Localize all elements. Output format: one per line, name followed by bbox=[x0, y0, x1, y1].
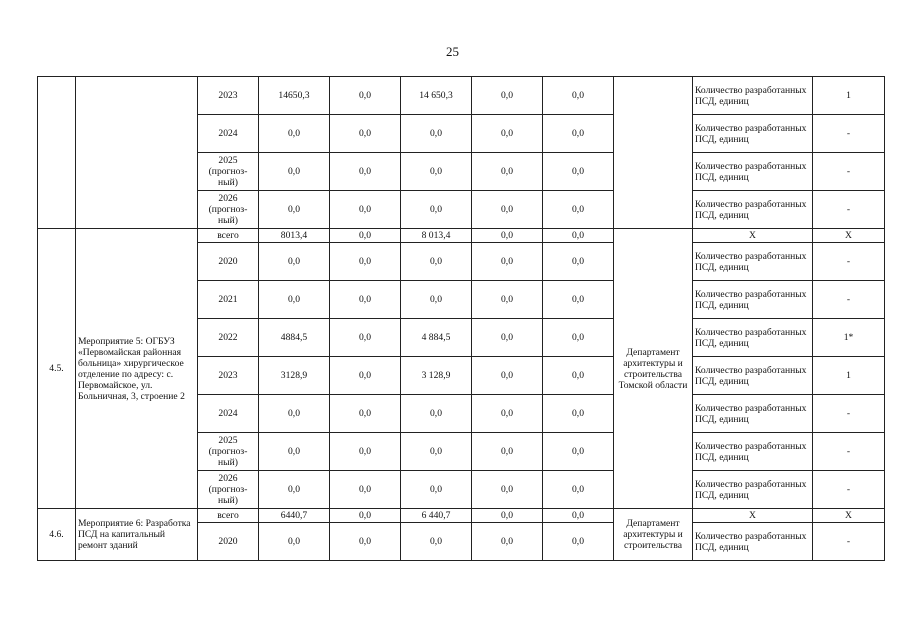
value-cell: - bbox=[813, 433, 885, 471]
indicator-cell: Х bbox=[693, 509, 813, 523]
local-cell: 0,0 bbox=[472, 523, 543, 561]
local-cell: 0,0 bbox=[472, 357, 543, 395]
federal-cell: 0,0 bbox=[330, 153, 401, 191]
year-cell: 2024 bbox=[198, 115, 259, 153]
activity-number: 4.6. bbox=[38, 509, 76, 561]
local-cell: 0,0 bbox=[472, 229, 543, 243]
federal-cell: 0,0 bbox=[330, 191, 401, 229]
federal-cell: 0,0 bbox=[330, 243, 401, 281]
federal-cell: 0,0 bbox=[330, 509, 401, 523]
regional-cell: 4 884,5 bbox=[401, 319, 472, 357]
year-cell: 2020 bbox=[198, 523, 259, 561]
other-cell: 0,0 bbox=[543, 471, 614, 509]
federal-cell: 0,0 bbox=[330, 471, 401, 509]
other-cell: 0,0 bbox=[543, 153, 614, 191]
total-cell: 0,0 bbox=[259, 115, 330, 153]
local-cell: 0,0 bbox=[472, 281, 543, 319]
other-cell: 0,0 bbox=[543, 433, 614, 471]
total-cell: 14650,3 bbox=[259, 77, 330, 115]
federal-cell: 0,0 bbox=[330, 433, 401, 471]
activity-number: 4.5. bbox=[38, 229, 76, 509]
value-cell: - bbox=[813, 281, 885, 319]
number-cell bbox=[38, 77, 76, 229]
year-cell: всего bbox=[198, 229, 259, 243]
table-row bbox=[38, 509, 885, 523]
regional-cell: 0,0 bbox=[401, 281, 472, 319]
local-cell: 0,0 bbox=[472, 433, 543, 471]
regional-cell: 3 128,9 bbox=[401, 357, 472, 395]
federal-cell: 0,0 bbox=[330, 115, 401, 153]
year-cell: 2020 bbox=[198, 243, 259, 281]
regional-cell: 0,0 bbox=[401, 115, 472, 153]
budget-table bbox=[37, 76, 885, 561]
indicator-cell: Количество разработанных ПСД, единиц bbox=[693, 471, 813, 509]
regional-cell: 14 650,3 bbox=[401, 77, 472, 115]
regional-cell: 0,0 bbox=[401, 243, 472, 281]
value-cell: - bbox=[813, 115, 885, 153]
regional-cell: 0,0 bbox=[401, 433, 472, 471]
other-cell: 0,0 bbox=[543, 395, 614, 433]
other-cell: 0,0 bbox=[543, 115, 614, 153]
department-name: Департамент архитектуры и строительства Томской области bbox=[614, 229, 693, 509]
total-cell: 0,0 bbox=[259, 471, 330, 509]
regional-cell: 0,0 bbox=[401, 471, 472, 509]
indicator-cell: Количество разработанных ПСД, единиц bbox=[693, 395, 813, 433]
other-cell: 0,0 bbox=[543, 281, 614, 319]
total-cell: 0,0 bbox=[259, 153, 330, 191]
indicator-cell: Количество разработанных ПСД, единиц bbox=[693, 433, 813, 471]
indicator-cell: Количество разработанных ПСД, единиц bbox=[693, 281, 813, 319]
department-cell bbox=[614, 77, 693, 229]
other-cell: 0,0 bbox=[543, 509, 614, 523]
total-cell: 0,0 bbox=[259, 191, 330, 229]
regional-cell: 0,0 bbox=[401, 153, 472, 191]
indicator-cell: Количество разработанных ПСД, единиц bbox=[693, 319, 813, 357]
value-cell: Х bbox=[813, 229, 885, 243]
year-cell: 2022 bbox=[198, 319, 259, 357]
year-cell: 2026 (прогноз-ный) bbox=[198, 471, 259, 509]
value-cell: - bbox=[813, 395, 885, 433]
value-cell: 1* bbox=[813, 319, 885, 357]
other-cell: 0,0 bbox=[543, 243, 614, 281]
federal-cell: 0,0 bbox=[330, 77, 401, 115]
indicator-cell: Количество разработанных ПСД, единиц bbox=[693, 243, 813, 281]
year-cell: 2023 bbox=[198, 357, 259, 395]
value-cell: - bbox=[813, 153, 885, 191]
local-cell: 0,0 bbox=[472, 471, 543, 509]
year-cell: 2021 bbox=[198, 281, 259, 319]
other-cell: 0,0 bbox=[543, 319, 614, 357]
other-cell: 0,0 bbox=[543, 523, 614, 561]
regional-cell: 0,0 bbox=[401, 523, 472, 561]
total-cell: 0,0 bbox=[259, 395, 330, 433]
regional-cell: 8 013,4 bbox=[401, 229, 472, 243]
value-cell: - bbox=[813, 471, 885, 509]
regional-cell: 0,0 bbox=[401, 191, 472, 229]
year-cell: 2023 bbox=[198, 77, 259, 115]
department-name: Департамент архитектуры и строительства bbox=[614, 509, 693, 561]
activity-name: Мероприятие 5: ОГБУЗ «Первомайская районная больница» хирургическое отделение по адресу: с. Первомайское, ул. Больничная, 3, строение 2 bbox=[76, 229, 198, 509]
federal-cell: 0,0 bbox=[330, 281, 401, 319]
indicator-cell: Количество разработанных ПСД, единиц bbox=[693, 153, 813, 191]
indicator-cell: Х bbox=[693, 229, 813, 243]
value-cell: 1 bbox=[813, 77, 885, 115]
local-cell: 0,0 bbox=[472, 243, 543, 281]
other-cell: 0,0 bbox=[543, 191, 614, 229]
year-cell: 2026 (прогноз-ный) bbox=[198, 191, 259, 229]
year-cell: 2025 (прогноз-ный) bbox=[198, 433, 259, 471]
value-cell: Х bbox=[813, 509, 885, 523]
indicator-cell: Количество разработанных ПСД, единиц bbox=[693, 77, 813, 115]
local-cell: 0,0 bbox=[472, 191, 543, 229]
indicator-cell: Количество разработанных ПСД, единиц bbox=[693, 191, 813, 229]
total-cell: 0,0 bbox=[259, 433, 330, 471]
value-cell: - bbox=[813, 243, 885, 281]
other-cell: 0,0 bbox=[543, 357, 614, 395]
indicator-cell: Количество разработанных ПСД, единиц bbox=[693, 523, 813, 561]
local-cell: 0,0 bbox=[472, 153, 543, 191]
other-cell: 0,0 bbox=[543, 77, 614, 115]
value-cell: - bbox=[813, 191, 885, 229]
regional-cell: 6 440,7 bbox=[401, 509, 472, 523]
table-row bbox=[38, 229, 885, 243]
local-cell: 0,0 bbox=[472, 115, 543, 153]
total-cell: 0,0 bbox=[259, 523, 330, 561]
page-number: 25 bbox=[446, 44, 459, 59]
federal-cell: 0,0 bbox=[330, 319, 401, 357]
total-cell: 3128,9 bbox=[259, 357, 330, 395]
federal-cell: 0,0 bbox=[330, 523, 401, 561]
year-cell: 2025 (прогноз-ный) bbox=[198, 153, 259, 191]
indicator-cell: Количество разработанных ПСД, единиц bbox=[693, 115, 813, 153]
total-cell: 0,0 bbox=[259, 281, 330, 319]
local-cell: 0,0 bbox=[472, 319, 543, 357]
federal-cell: 0,0 bbox=[330, 357, 401, 395]
federal-cell: 0,0 bbox=[330, 229, 401, 243]
value-cell: 1 bbox=[813, 357, 885, 395]
year-cell: 2024 bbox=[198, 395, 259, 433]
total-cell: 0,0 bbox=[259, 243, 330, 281]
local-cell: 0,0 bbox=[472, 509, 543, 523]
total-cell: 8013,4 bbox=[259, 229, 330, 243]
indicator-cell: Количество разработанных ПСД, единиц bbox=[693, 357, 813, 395]
year-cell: всего bbox=[198, 509, 259, 523]
total-cell: 6440,7 bbox=[259, 509, 330, 523]
table-row bbox=[38, 77, 885, 115]
regional-cell: 0,0 bbox=[401, 395, 472, 433]
local-cell: 0,0 bbox=[472, 395, 543, 433]
federal-cell: 0,0 bbox=[330, 395, 401, 433]
local-cell: 0,0 bbox=[472, 77, 543, 115]
other-cell: 0,0 bbox=[543, 229, 614, 243]
total-cell: 4884,5 bbox=[259, 319, 330, 357]
value-cell: - bbox=[813, 523, 885, 561]
activity-name: Мероприятие 6: Разработка ПСД на капитальный ремонт зданий bbox=[76, 509, 198, 561]
activity-cell bbox=[76, 77, 198, 229]
